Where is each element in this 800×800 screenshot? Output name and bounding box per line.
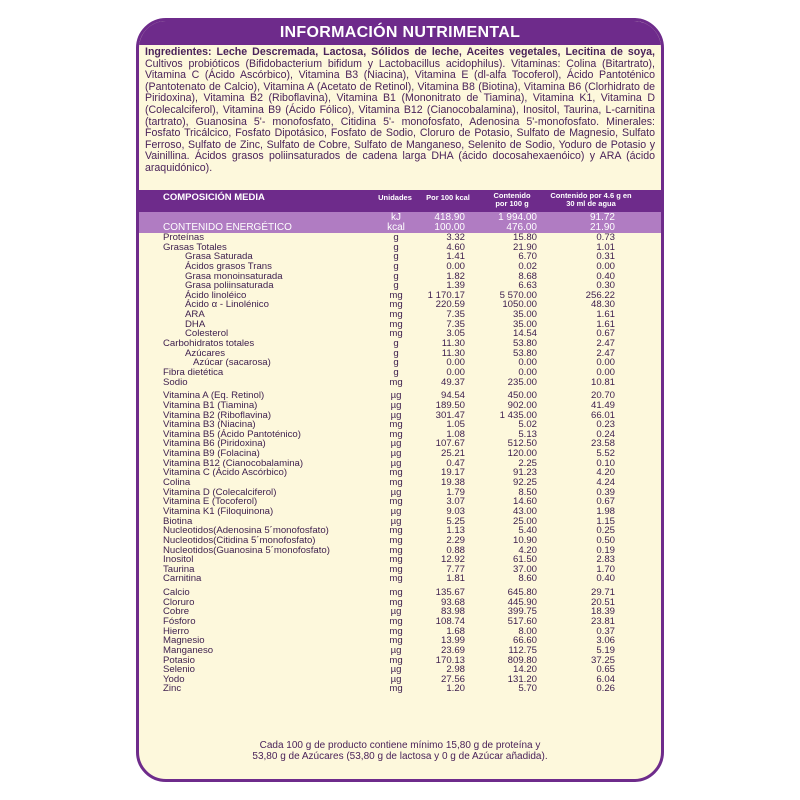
value-per-100kcal: 1.41 bbox=[446, 251, 465, 263]
nutrient-unit: mg bbox=[389, 318, 403, 330]
value-per-100g: 512.50 bbox=[507, 438, 537, 450]
value-per-serving: 0.37 bbox=[596, 625, 615, 637]
nutrient-unit: mg bbox=[389, 563, 403, 575]
value-per-100g: 8.60 bbox=[518, 573, 537, 585]
nutrient-name: Manganeso bbox=[163, 644, 214, 656]
nutrient-unit: g bbox=[393, 270, 399, 282]
nutrient-unit: g bbox=[393, 338, 399, 350]
value-per-100kcal: 11.30 bbox=[441, 338, 465, 350]
value-per-100kcal: 7.35 bbox=[446, 309, 465, 321]
nutrient-name: Vitamina C (Ácido Ascórbico) bbox=[163, 467, 288, 479]
value-per-100g: 399.75 bbox=[507, 606, 537, 618]
value-per-serving: 20.70 bbox=[590, 390, 615, 402]
table-row bbox=[139, 684, 661, 694]
value-per-100kcal: 19.38 bbox=[440, 477, 465, 489]
nutrient-name: Cobre bbox=[163, 606, 190, 618]
value-per-serving: 1.61 bbox=[596, 318, 615, 330]
nutrient-name: Hierro bbox=[163, 625, 190, 637]
nutrient-unit: mg bbox=[389, 376, 403, 388]
value-per-100kcal: 3.07 bbox=[446, 496, 465, 508]
nutrient-name: Vitamina B5 (Ácido Pantoténico) bbox=[163, 428, 301, 440]
energy-label: CONTENIDO ENERGÉTICO bbox=[163, 222, 292, 233]
nutrient-name: Nucleotidos(Adenosina 5´monofosfato) bbox=[163, 525, 329, 537]
nutrient-unit: mg bbox=[389, 534, 403, 546]
value-per-serving: 41.49 bbox=[590, 399, 615, 411]
nutrient-name: Vitamina B1 (Tiamina) bbox=[163, 399, 258, 411]
value-per-serving: 0.00 bbox=[596, 366, 615, 378]
value-per-100kcal: 1.39 bbox=[446, 280, 465, 292]
nutrient-name: Potasio bbox=[163, 654, 195, 666]
value-per-100kcal: 0.47 bbox=[446, 457, 465, 469]
value-per-100g: 5.13 bbox=[518, 428, 537, 440]
value-per-serving: 37.25 bbox=[590, 654, 615, 666]
value-per-100g: 645.80 bbox=[507, 587, 537, 599]
panel-title: INFORMACIÓN NUTRIMENTAL bbox=[139, 21, 661, 45]
nutrient-unit: mg bbox=[389, 419, 403, 431]
value-per-100kcal: 1.82 bbox=[446, 270, 465, 282]
value-per-100kcal: 7.77 bbox=[446, 563, 465, 575]
value-per-serving: 0.23 bbox=[596, 419, 615, 431]
value-per-serving: 1.98 bbox=[596, 505, 615, 517]
value-per-serving: 5.52 bbox=[596, 448, 615, 460]
value-per-serving: 256.22 bbox=[585, 289, 615, 301]
nutrient-unit: µg bbox=[390, 399, 402, 411]
energy-value-3: 21.90 bbox=[589, 222, 615, 233]
value-per-serving: 0.10 bbox=[596, 457, 615, 469]
value-per-serving: 20.51 bbox=[590, 596, 615, 608]
header-per-100kcal: Por 100 kcal bbox=[426, 193, 470, 202]
value-per-100kcal: 220.59 bbox=[435, 299, 465, 311]
nutrient-unit: mg bbox=[389, 299, 403, 311]
nutrient-name: DHA bbox=[185, 318, 206, 330]
value-per-serving: 6.04 bbox=[596, 673, 615, 685]
value-per-serving: 0.31 bbox=[596, 251, 615, 263]
value-per-100g: 1050.00 bbox=[502, 299, 537, 311]
value-per-100kcal: 1.79 bbox=[446, 486, 465, 498]
value-per-serving: 66.01 bbox=[590, 409, 615, 421]
value-per-100kcal: 135.67 bbox=[435, 587, 465, 599]
value-per-100kcal: 0.00 bbox=[446, 357, 465, 369]
value-per-serving: 1.01 bbox=[596, 241, 615, 253]
value-per-100kcal: 27.56 bbox=[440, 673, 465, 685]
nutrient-unit: g bbox=[393, 347, 399, 359]
nutrient-name: Magnesio bbox=[163, 635, 205, 647]
value-per-100g: 61.50 bbox=[512, 554, 537, 566]
value-per-serving: 0.73 bbox=[596, 232, 615, 243]
value-per-100kcal: 107.67 bbox=[435, 438, 465, 450]
value-per-100g: 5.02 bbox=[518, 419, 537, 431]
value-per-100kcal: 189.50 bbox=[435, 399, 465, 411]
nutrient-name: Nucleotidos(Citidina 5´monofosfato) bbox=[163, 534, 316, 546]
nutrient-unit: mg bbox=[389, 544, 403, 556]
nutrient-unit: g bbox=[393, 251, 399, 263]
value-per-100g: 35.00 bbox=[512, 318, 537, 330]
nutrient-unit: mg bbox=[389, 289, 403, 301]
nutrient-name: Biotina bbox=[163, 515, 193, 527]
nutrient-unit: µg bbox=[390, 644, 402, 656]
value-per-100g: 517.60 bbox=[507, 615, 537, 627]
value-per-100g: 35.00 bbox=[512, 309, 537, 321]
nutrient-unit: mg bbox=[389, 587, 403, 599]
nutrient-unit: µg bbox=[390, 664, 402, 676]
nutrient-name: Colina bbox=[163, 477, 191, 489]
nutrient-name: Ácidos grasos Trans bbox=[185, 260, 272, 272]
value-per-100g: 6.70 bbox=[518, 251, 537, 263]
nutrient-unit: mg bbox=[389, 683, 403, 695]
value-per-100kcal: 83.98 bbox=[440, 606, 465, 618]
nutrient-unit: µg bbox=[390, 505, 402, 517]
ingredients-text bbox=[145, 47, 655, 179]
value-per-100g: 14.60 bbox=[512, 496, 537, 508]
value-per-100kcal: 0.00 bbox=[446, 260, 465, 272]
nutrient-name: Vitamina B6 (Piridoxina) bbox=[163, 438, 266, 450]
nutrient-unit: g bbox=[393, 232, 399, 243]
value-per-100g: 53.80 bbox=[512, 338, 537, 350]
nutrient-unit: µg bbox=[390, 606, 402, 618]
nutrient-unit: µg bbox=[390, 515, 402, 527]
header-composition: COMPOSICIÓN MEDIA bbox=[163, 192, 265, 203]
nutrient-name: Vitamina B9 (Folacina) bbox=[163, 448, 260, 460]
value-per-serving: 0.50 bbox=[596, 534, 615, 546]
value-per-serving: 2.83 bbox=[596, 554, 615, 566]
header-per-100g: Contenido por 100 g bbox=[493, 191, 531, 208]
footnote-line-1: Cada 100 g de producto contiene mínimo 15,80 g de proteína y bbox=[259, 740, 541, 751]
value-per-100g: 8.50 bbox=[518, 486, 537, 498]
nutrient-unit: µg bbox=[390, 390, 402, 402]
value-per-100g: 5.40 bbox=[518, 525, 537, 537]
energy-value-2: 476.00 bbox=[506, 222, 537, 233]
nutrient-name: Vitamina E (Tocoferol) bbox=[163, 496, 258, 508]
nutrient-name: Vitamina D (Colecalciferol) bbox=[163, 486, 277, 498]
nutrient-name: Vitamina B12 (Cianocobalamina) bbox=[163, 457, 304, 469]
value-per-100g: 112.75 bbox=[508, 644, 537, 656]
value-per-serving: 0.26 bbox=[596, 683, 615, 695]
value-per-serving: 10.81 bbox=[590, 376, 615, 388]
header-per-serving: Contenido por 4.6 g en 30 ml de agua bbox=[550, 191, 632, 208]
nutrient-unit: mg bbox=[389, 428, 403, 440]
value-per-serving: 0.00 bbox=[596, 260, 615, 272]
value-per-100g: 0.00 bbox=[518, 366, 537, 378]
value-per-100g: 6.63 bbox=[518, 280, 537, 292]
nutrient-name: ARA bbox=[185, 309, 205, 321]
value-per-serving: 0.40 bbox=[596, 270, 615, 282]
value-per-100g: 120.00 bbox=[507, 448, 537, 460]
nutrient-name: Grasa poliinsaturada bbox=[185, 280, 274, 292]
nutrient-unit: g bbox=[393, 280, 399, 292]
value-per-100kcal: 9.03 bbox=[446, 505, 465, 517]
value-per-100g: 2.25 bbox=[518, 457, 537, 469]
ingredients-lead: Ingredientes: Leche Descremada, Lactosa, Sólidos de leche, Aceites vegetales, Lecitina de soya, bbox=[145, 47, 655, 58]
value-per-serving: 18.39 bbox=[590, 606, 615, 618]
energy-block bbox=[139, 212, 661, 233]
value-per-100kcal: 1.05 bbox=[446, 419, 465, 431]
value-per-100kcal: 1.81 bbox=[446, 573, 465, 585]
value-per-100kcal: 2.29 bbox=[446, 534, 465, 546]
nutrient-name: Nucleotidos(Guanosina 5´monofosfato) bbox=[163, 544, 330, 556]
nutrient-table bbox=[139, 233, 661, 694]
value-per-100g: 131.20 bbox=[507, 673, 537, 685]
value-per-100g: 92.25 bbox=[512, 477, 537, 489]
nutrient-unit: mg bbox=[389, 635, 403, 647]
value-per-100g: 5.70 bbox=[518, 683, 537, 695]
nutrient-name: Grasa monoinsaturada bbox=[185, 270, 283, 282]
value-per-serving: 48.30 bbox=[590, 299, 615, 311]
nutrient-name: Zinc bbox=[163, 683, 182, 695]
value-per-100kcal: 2.98 bbox=[446, 664, 465, 676]
nutrient-unit: mg bbox=[389, 625, 403, 637]
nutrient-unit: mg bbox=[389, 554, 403, 566]
table-row bbox=[139, 574, 661, 584]
value-per-100g: 8.00 bbox=[518, 625, 537, 637]
value-per-serving: 0.65 bbox=[596, 664, 615, 676]
nutrient-unit: mg bbox=[389, 615, 403, 627]
value-per-100kcal: 108.74 bbox=[435, 615, 465, 627]
value-per-100kcal: 4.60 bbox=[446, 241, 465, 253]
nutrient-name: Yodo bbox=[163, 673, 185, 685]
value-per-serving: 23.58 bbox=[590, 438, 615, 450]
value-per-100kcal: 11.30 bbox=[441, 347, 465, 359]
nutrient-name: Azúcares bbox=[185, 347, 225, 359]
energy-unit: kcal bbox=[387, 222, 405, 233]
value-per-serving: 4.24 bbox=[596, 477, 615, 489]
nutrient-name: Selenio bbox=[163, 664, 196, 676]
nutrient-unit: g bbox=[393, 366, 399, 378]
value-per-100g: 43.00 bbox=[512, 505, 537, 517]
value-per-serving: 0.67 bbox=[596, 328, 615, 340]
value-per-100kcal: 0.88 bbox=[446, 544, 465, 556]
value-per-100g: 1 435.00 bbox=[499, 409, 537, 421]
nutrient-unit: g bbox=[393, 357, 399, 369]
value-per-100kcal: 49.37 bbox=[440, 376, 465, 388]
nutrient-name: Proteínas bbox=[163, 232, 205, 243]
nutrient-unit: µg bbox=[390, 486, 402, 498]
value-per-100g: 14.20 bbox=[512, 664, 537, 676]
nutrient-unit: µg bbox=[390, 457, 402, 469]
value-per-serving: 0.19 bbox=[596, 544, 615, 556]
table-row bbox=[139, 378, 661, 388]
value-per-100g: 450.00 bbox=[507, 390, 537, 402]
energy-value-2: 1 994.00 bbox=[498, 212, 537, 223]
value-per-100kcal: 1.68 bbox=[446, 625, 465, 637]
value-per-100kcal: 13.99 bbox=[440, 635, 465, 647]
value-per-serving: 2.47 bbox=[596, 347, 615, 359]
footnote bbox=[139, 740, 661, 762]
nutrient-unit: mg bbox=[389, 596, 403, 608]
value-per-100kcal: 12.92 bbox=[440, 554, 465, 566]
value-per-100kcal: 0.00 bbox=[446, 366, 465, 378]
nutrient-name: Grasas Totales bbox=[163, 241, 227, 253]
value-per-100g: 0.02 bbox=[518, 260, 537, 272]
value-per-100kcal: 1 170.17 bbox=[427, 289, 465, 301]
nutrient-unit: mg bbox=[389, 525, 403, 537]
value-per-100g: 37.00 bbox=[512, 563, 537, 575]
value-per-100g: 66.60 bbox=[512, 635, 537, 647]
value-per-100g: 14.54 bbox=[512, 328, 537, 340]
value-per-100g: 15.80 bbox=[512, 232, 537, 243]
value-per-100kcal: 3.05 bbox=[446, 328, 465, 340]
nutrient-unit: mg bbox=[389, 467, 403, 479]
value-per-serving: 1.70 bbox=[596, 563, 615, 575]
energy-value-3: 91.72 bbox=[589, 212, 615, 223]
nutrient-unit: g bbox=[393, 241, 399, 253]
nutrient-name: Fibra dietética bbox=[163, 366, 224, 378]
nutrient-name: Vitamina B3 (Niacina) bbox=[163, 419, 256, 431]
value-per-serving: 0.25 bbox=[596, 525, 615, 537]
nutrient-name: Colesterol bbox=[185, 328, 229, 340]
nutrient-name: Ácido linoléico bbox=[185, 289, 247, 301]
value-per-100kcal: 1.08 bbox=[446, 428, 465, 440]
value-per-100g: 10.90 bbox=[512, 534, 537, 546]
table-header bbox=[139, 190, 661, 212]
footnote-line-2: 53,80 g de Azúcares (53,80 g de lactosa y 0 g de Azúcar añadida). bbox=[252, 751, 548, 762]
value-per-100g: 445.90 bbox=[507, 596, 537, 608]
value-per-100g: 53.80 bbox=[512, 347, 537, 359]
value-per-serving: 0.40 bbox=[596, 573, 615, 585]
value-per-100kcal: 23.69 bbox=[440, 644, 465, 656]
nutrient-name: Vitamina K1 (Filoquinona) bbox=[163, 505, 274, 517]
nutrient-name: Inositol bbox=[163, 554, 194, 566]
value-per-100kcal: 3.32 bbox=[446, 232, 465, 243]
value-per-100g: 4.20 bbox=[518, 544, 537, 556]
nutrient-name: Vitamina A (Eq. Retinol) bbox=[163, 390, 265, 402]
nutrient-name: Azúcar (sacarosa) bbox=[193, 357, 271, 369]
nutrient-unit: µg bbox=[390, 409, 402, 421]
nutrient-unit: µg bbox=[390, 673, 402, 685]
value-per-100g: 0.00 bbox=[518, 357, 537, 369]
nutrient-name: Taurina bbox=[163, 563, 195, 575]
value-per-100kcal: 170.13 bbox=[435, 654, 465, 666]
ingredients-body: Cultivos probióticos (Bifidobacterium bifidum y Lactobacillus acidophilus). Vitaminas: Colina (Bitartrato), Vitamina C (Ácido Ascórbico), Vitamina B3 (Niacina), Vitamina E (dl-alfa Tocoferol), Ácido Pantoténico (Pantotenato de Calcio), Vitamina A (Acetato de Retinol), Vitamina B8 (Biotina), Vitamina B6 (Clorhidrato de Piridoxina), Vitamina B2 (Riboflavina), Vitamina B1 (Mononitrato de Tiamina), Vitamina K1, Vitamina D (Colecalciferol), Vitamina B9 (Ácido Fólico), Vitamina B12 (Cianocobalamina), Inositol, Taurina, L-carnitina (tartrato), Guanosina 5'- monofosfato, Citidina 5'- monofosfato, Adenosina 5'-monofosfato. Minerales: Fosfato Tricálcico, Fosfato Dipotásico, Fosfato de Sodio, Cloruro de Potasio, Sulfato de Magnesio, Sulfato Ferroso, Sulfato de Zinc, Sulfato de Cobre, Sulfato de Manganeso, Selenito de Sodio, Yoduro de Potasio y Vainillina. Ácidos grasos poliinsaturados de cadena larga DHA (ácido docosahexaenóico) y ARA (ácido araquidónico). bbox=[145, 57, 655, 174]
nutrient-name: Fósforo bbox=[163, 615, 196, 627]
nutrient-name: Carnitina bbox=[163, 573, 202, 585]
nutrient-name: Carbohidratos totales bbox=[163, 338, 255, 350]
energy-row-kcal bbox=[139, 223, 661, 233]
nutrient-name: Sodio bbox=[163, 376, 188, 388]
nutrient-unit: mg bbox=[389, 477, 403, 489]
value-per-serving: 29.71 bbox=[590, 587, 615, 599]
nutrient-unit: µg bbox=[390, 438, 402, 450]
value-per-serving: 0.24 bbox=[596, 428, 615, 440]
value-per-100kcal: 1.13 bbox=[446, 525, 465, 537]
value-per-100kcal: 19.17 bbox=[440, 467, 465, 479]
nutrient-unit: g bbox=[393, 260, 399, 272]
value-per-100g: 8.68 bbox=[518, 270, 537, 282]
value-per-100kcal: 93.68 bbox=[440, 596, 465, 608]
nutrient-name: Ácido α - Linolénico bbox=[185, 299, 269, 311]
value-per-100kcal: 7.35 bbox=[446, 318, 465, 330]
value-per-serving: 1.61 bbox=[596, 309, 615, 321]
nutrient-name: Grasa Saturada bbox=[185, 251, 253, 263]
nutrient-unit: µg bbox=[390, 448, 402, 460]
value-per-serving: 4.20 bbox=[596, 467, 615, 479]
value-per-serving: 0.67 bbox=[596, 496, 615, 508]
nutrition-facts-panel bbox=[136, 18, 664, 782]
value-per-100g: 91.23 bbox=[512, 467, 537, 479]
nutrient-name: Calcio bbox=[163, 587, 190, 599]
value-per-100kcal: 25.21 bbox=[440, 448, 465, 460]
value-per-100kcal: 1.20 bbox=[446, 683, 465, 695]
value-per-serving: 0.00 bbox=[596, 357, 615, 369]
value-per-100g: 21.90 bbox=[512, 241, 537, 253]
value-per-serving: 23.81 bbox=[590, 615, 615, 627]
value-per-serving: 1.15 bbox=[596, 515, 615, 527]
value-per-100g: 902.00 bbox=[507, 399, 537, 411]
nutrient-unit: mg bbox=[389, 328, 403, 340]
header-units: Unidades bbox=[378, 193, 412, 202]
value-per-serving: 3.06 bbox=[596, 635, 615, 647]
nutrient-unit: mg bbox=[389, 309, 403, 321]
value-per-serving: 2.47 bbox=[596, 338, 615, 350]
nutrient-name: Vitamina B2 (Riboflavina) bbox=[163, 409, 272, 421]
value-per-100kcal: 5.25 bbox=[446, 515, 465, 527]
energy-unit: kJ bbox=[391, 212, 401, 223]
value-per-100kcal: 94.54 bbox=[440, 390, 465, 402]
value-per-100kcal: 301.47 bbox=[435, 409, 465, 421]
value-per-serving: 0.30 bbox=[596, 280, 615, 292]
value-per-100g: 809.80 bbox=[507, 654, 537, 666]
value-per-serving: 5.19 bbox=[596, 644, 615, 656]
value-per-100g: 235.00 bbox=[507, 376, 537, 388]
energy-value-1: 418.90 bbox=[434, 212, 465, 223]
value-per-100g: 25.00 bbox=[512, 515, 537, 527]
nutrient-unit: mg bbox=[389, 496, 403, 508]
value-per-100g: 5 570.00 bbox=[499, 289, 537, 301]
nutrient-name: Cloruro bbox=[163, 596, 195, 608]
energy-value-1: 100.00 bbox=[434, 222, 465, 233]
nutrient-unit: mg bbox=[389, 654, 403, 666]
value-per-serving: 0.39 bbox=[596, 486, 615, 498]
nutrient-unit: mg bbox=[389, 573, 403, 585]
